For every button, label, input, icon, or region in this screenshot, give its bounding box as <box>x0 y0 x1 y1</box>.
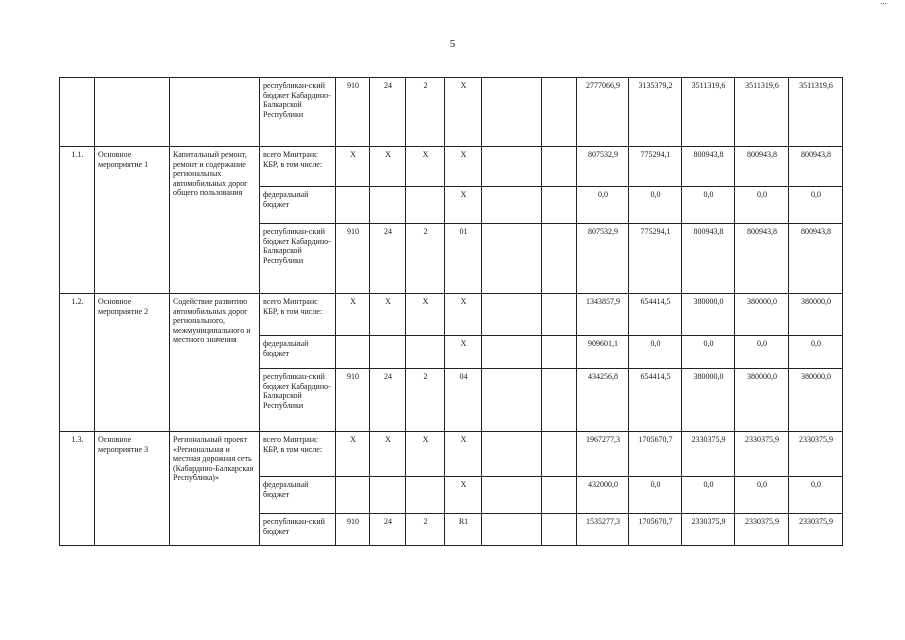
table-row <box>60 432 843 477</box>
cell-csr: X <box>445 78 482 147</box>
cell-year-1: 432000,0 <box>577 477 629 514</box>
cell-year-4: 380000,0 <box>735 369 789 432</box>
cell-grbs: X <box>336 147 370 187</box>
cell-grbs: X <box>336 432 370 477</box>
cell-col10 <box>542 336 577 369</box>
cell-year-2: 654414,5 <box>629 294 682 336</box>
cell-year-5: 2330375,9 <box>789 514 843 546</box>
cell-vr <box>482 432 542 477</box>
cell-number: 1.3. <box>60 432 95 546</box>
cell-pr: X <box>406 147 445 187</box>
corner-mark: ... <box>880 0 887 6</box>
cell-year-5: 800943,8 <box>789 224 843 294</box>
table-row <box>60 294 843 336</box>
cell-year-4: 3511319,6 <box>735 78 789 147</box>
cell-col10 <box>542 514 577 546</box>
cell-source: всего Минтранс КБР, в том числе: <box>260 432 336 477</box>
cell-year-2: 0,0 <box>629 477 682 514</box>
cell-source: всего Минтранс КБР, в том числе: <box>260 294 336 336</box>
cell-year-4: 380000,0 <box>735 294 789 336</box>
cell-pr <box>406 336 445 369</box>
cell-csr: X <box>445 187 482 224</box>
cell-year-1: 0,0 <box>577 187 629 224</box>
cell-year-2: 775294,1 <box>629 147 682 187</box>
cell-grbs: X <box>336 294 370 336</box>
cell-year-3: 380000,0 <box>682 294 735 336</box>
cell-year-5: 0,0 <box>789 336 843 369</box>
cell-year-2: 0,0 <box>629 187 682 224</box>
cell-name: Содействие развитию автомобильных дорог регионального, межмуниципального и местного значения <box>170 294 260 432</box>
cell-col10 <box>542 78 577 147</box>
cell-year-5: 3511319,6 <box>789 78 843 147</box>
cell-col10 <box>542 477 577 514</box>
cell-year-1: 807532,9 <box>577 147 629 187</box>
cell-year-5: 0,0 <box>789 187 843 224</box>
cell-pr: 2 <box>406 78 445 147</box>
cell-csr: 04 <box>445 369 482 432</box>
cell-csr: X <box>445 336 482 369</box>
cell-csr: X <box>445 294 482 336</box>
cell-source: федеральный бюджет <box>260 336 336 369</box>
cell-year-3: 3511319,6 <box>682 78 735 147</box>
cell-pr: X <box>406 294 445 336</box>
cell-year-1: 434256,8 <box>577 369 629 432</box>
cell-csr: 01 <box>445 224 482 294</box>
cell-rz <box>370 187 406 224</box>
cell-year-5: 0,0 <box>789 477 843 514</box>
cell-year-2: 0,0 <box>629 336 682 369</box>
cell-year-3: 800943,8 <box>682 224 735 294</box>
cell-year-1: 1967277,3 <box>577 432 629 477</box>
cell-rz: X <box>370 432 406 477</box>
cell-vr <box>482 224 542 294</box>
cell-rz: 24 <box>370 224 406 294</box>
cell-vr <box>482 294 542 336</box>
cell-pr: X <box>406 432 445 477</box>
cell-grbs: 910 <box>336 369 370 432</box>
cell-grbs <box>336 187 370 224</box>
page-number: 5 <box>449 38 456 50</box>
cell-pr <box>406 477 445 514</box>
cell-vr <box>482 78 542 147</box>
cell-year-2: 775294,1 <box>629 224 682 294</box>
cell-year-5: 800943,8 <box>789 147 843 187</box>
cell-grbs: 910 <box>336 78 370 147</box>
budget-table <box>59 77 843 546</box>
cell-rz: X <box>370 294 406 336</box>
cell-source: федеральный бюджет <box>260 477 336 514</box>
cell-year-3: 2330375,9 <box>682 432 735 477</box>
cell-year-4: 2330375,9 <box>735 514 789 546</box>
cell-csr: R1 <box>445 514 482 546</box>
cell-rz: 24 <box>370 78 406 147</box>
cell-grbs <box>336 336 370 369</box>
cell-year-2: 1705670,7 <box>629 432 682 477</box>
cell-col10 <box>542 369 577 432</box>
cell-name <box>170 78 260 147</box>
cell-rz: X <box>370 147 406 187</box>
cell-number <box>60 78 95 147</box>
cell-name: Региональный проект «Региональная и местная дорожная сеть (Кабардино-Балкарская Республика)» <box>170 432 260 546</box>
cell-vr <box>482 187 542 224</box>
cell-grbs <box>336 477 370 514</box>
cell-year-5: 380000,0 <box>789 294 843 336</box>
cell-rz <box>370 336 406 369</box>
cell-year-2: 654414,5 <box>629 369 682 432</box>
cell-year-3: 0,0 <box>682 187 735 224</box>
cell-source: республикан-ский бюджет Кабардино-Балкарской Республики <box>260 369 336 432</box>
table-row <box>60 78 843 147</box>
cell-rz <box>370 477 406 514</box>
cell-vr <box>482 147 542 187</box>
cell-source: федеральный бюджет <box>260 187 336 224</box>
cell-grbs: 910 <box>336 224 370 294</box>
cell-pr: 2 <box>406 369 445 432</box>
cell-year-4: 2330375,9 <box>735 432 789 477</box>
cell-col10 <box>542 294 577 336</box>
cell-year-5: 380000,0 <box>789 369 843 432</box>
cell-year-4: 0,0 <box>735 187 789 224</box>
cell-status: Основное мероприятие 3 <box>95 432 170 546</box>
cell-status: Основное мероприятие 2 <box>95 294 170 432</box>
cell-number: 1.2. <box>60 294 95 432</box>
cell-source: всего Минтранс КБР, в том числе: <box>260 147 336 187</box>
table-row <box>60 147 843 187</box>
cell-year-3: 0,0 <box>682 477 735 514</box>
cell-source: республикан-ский бюджет Кабардино-Балкарской Республики <box>260 78 336 147</box>
cell-year-5: 2330375,9 <box>789 432 843 477</box>
cell-year-2: 3135379,2 <box>629 78 682 147</box>
cell-pr <box>406 187 445 224</box>
cell-csr: X <box>445 477 482 514</box>
cell-rz: 24 <box>370 369 406 432</box>
cell-year-3: 380000,0 <box>682 369 735 432</box>
cell-year-3: 0,0 <box>682 336 735 369</box>
cell-year-4: 800943,8 <box>735 147 789 187</box>
cell-grbs: 910 <box>336 514 370 546</box>
cell-vr <box>482 477 542 514</box>
cell-pr: 2 <box>406 224 445 294</box>
cell-col10 <box>542 187 577 224</box>
cell-vr <box>482 514 542 546</box>
cell-col10 <box>542 432 577 477</box>
cell-pr: 2 <box>406 514 445 546</box>
cell-year-1: 2777066,9 <box>577 78 629 147</box>
cell-source: республикан-ский бюджет Кабардино-Балкарской Республики <box>260 224 336 294</box>
cell-year-1: 1343857,9 <box>577 294 629 336</box>
cell-vr <box>482 369 542 432</box>
cell-status <box>95 78 170 147</box>
cell-year-3: 800943,8 <box>682 147 735 187</box>
cell-col10 <box>542 224 577 294</box>
cell-year-1: 909601,1 <box>577 336 629 369</box>
cell-csr: X <box>445 147 482 187</box>
cell-source: республикан-ский бюджет <box>260 514 336 546</box>
cell-year-4: 800943,8 <box>735 224 789 294</box>
cell-number: 1.1. <box>60 147 95 294</box>
cell-csr: X <box>445 432 482 477</box>
cell-year-1: 1535277,3 <box>577 514 629 546</box>
cell-year-3: 2330375,9 <box>682 514 735 546</box>
cell-status: Основное мероприятие 1 <box>95 147 170 294</box>
cell-year-2: 1705670,7 <box>629 514 682 546</box>
cell-name: Капитальный ремонт, ремонт и содержание региональных автомобильных дорог общего пользования <box>170 147 260 294</box>
cell-rz: 24 <box>370 514 406 546</box>
cell-year-4: 0,0 <box>735 336 789 369</box>
cell-year-4: 0,0 <box>735 477 789 514</box>
cell-col10 <box>542 147 577 187</box>
cell-vr <box>482 336 542 369</box>
cell-year-1: 807532,9 <box>577 224 629 294</box>
